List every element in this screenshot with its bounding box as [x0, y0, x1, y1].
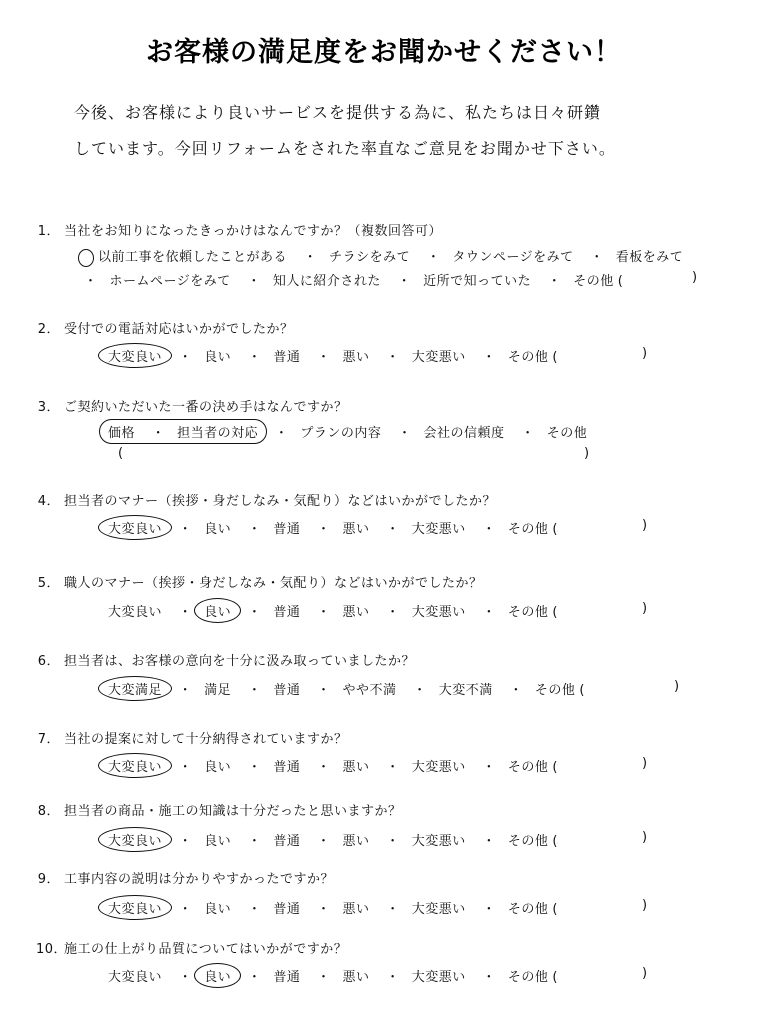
option-satisfied[interactable]: 満足: [204, 683, 232, 698]
question-text: 職人のマナー（挨拶・身だしなみ・気配り）などはいかがでしたか？: [64, 576, 483, 591]
question-1-options-row-1: [78, 246, 683, 267]
separator: ・: [482, 902, 496, 917]
option-company-trust[interactable]: 会社の信頼度: [423, 426, 505, 441]
option-somewhat-dissatisfied[interactable]: やや不満: [342, 683, 397, 698]
question-3: [36, 396, 348, 415]
question-number: 4．: [37, 494, 60, 509]
option-good[interactable]: 良い: [204, 522, 232, 537]
separator: ・: [317, 760, 331, 775]
option-very-bad[interactable]: 大変悪い: [411, 902, 466, 917]
question-text: 担当者の商品・施工の知識は十分だったと思いますか？: [64, 804, 402, 819]
option-bad[interactable]: 悪い: [342, 350, 370, 365]
other-paren-open: (: [552, 522, 558, 537]
option-very-good-selected[interactable]: 大変良い: [98, 827, 172, 852]
separator: ・: [482, 760, 496, 775]
option-other[interactable]: その他: [507, 902, 549, 917]
separator: ・: [317, 834, 331, 849]
option-very-bad[interactable]: 大変悪い: [411, 605, 466, 620]
other-paren-open: (: [118, 446, 124, 461]
question-4: [36, 490, 496, 509]
intro-line-1: 今後、お客様により良いサービスを提供する為に、私たちは日々研鑽: [74, 103, 602, 122]
option-price-selected[interactable]: 価格: [108, 426, 136, 441]
option-good-selected[interactable]: 良い: [194, 598, 241, 623]
separator: ・: [590, 250, 604, 265]
separator: ・: [247, 683, 262, 698]
selected-check-mark: [78, 249, 94, 267]
option-good[interactable]: 良い: [204, 350, 232, 365]
question-5-options: [108, 601, 558, 620]
separator: ・: [482, 350, 496, 365]
other-paren-close: ): [642, 966, 648, 981]
option-other[interactable]: その他: [507, 834, 549, 849]
option-referral-work[interactable]: 以前工事を依頼したことがある: [98, 250, 288, 265]
other-paren-close: ): [584, 446, 590, 461]
option-other[interactable]: その他: [507, 970, 549, 985]
selected-options-circle: [99, 419, 267, 444]
other-paren-open: (: [579, 683, 585, 698]
other-paren-close: ): [642, 898, 648, 913]
separator: ・: [386, 605, 400, 620]
question-4-options: [108, 518, 558, 537]
separator: ・: [386, 350, 400, 365]
option-very-good-selected[interactable]: 大変良い: [98, 753, 172, 778]
option-bad[interactable]: 悪い: [342, 605, 370, 620]
question-9: [36, 868, 334, 887]
separator: ・: [84, 274, 98, 289]
separator: ・: [178, 970, 193, 985]
option-nearby[interactable]: 近所で知っていた: [423, 274, 532, 289]
option-other[interactable]: その他: [507, 760, 549, 775]
option-bad[interactable]: 悪い: [342, 902, 370, 917]
question-number: 9．: [37, 872, 60, 887]
separator: ・: [247, 970, 262, 985]
question-3-options: [108, 422, 587, 441]
separator: ・: [247, 760, 262, 775]
option-very-good-selected[interactable]: 大変良い: [98, 515, 172, 540]
option-bad[interactable]: 悪い: [342, 834, 370, 849]
intro-line-2: しています。今回リフォームをされた率直なご意見をお聞かせ下さい。: [74, 139, 616, 158]
option-good[interactable]: 良い: [204, 760, 232, 775]
separator: ・: [547, 274, 562, 289]
option-normal[interactable]: 普通: [273, 350, 301, 365]
option-friend-referral[interactable]: 知人に紹介された: [272, 274, 381, 289]
separator: ・: [317, 902, 331, 917]
option-very-dissatisfied[interactable]: 大変不満: [438, 683, 493, 698]
separator: ・: [247, 605, 262, 620]
question-number: 2．: [37, 322, 60, 337]
question-text: ご契約いただいた一番の決め手はなんですか？: [64, 400, 348, 415]
option-homepage[interactable]: ホームページをみて: [109, 274, 231, 289]
separator: ・: [178, 683, 193, 698]
separator: ・: [397, 274, 412, 289]
separator: ・: [398, 426, 412, 441]
option-very-satisfied-selected[interactable]: 大変満足: [98, 676, 172, 701]
question-number: 1．: [37, 224, 60, 239]
question-number: 3．: [37, 400, 60, 415]
question-text: 当社をお知りになったきっかけはなんですか？（複数回答可）: [64, 224, 443, 239]
option-good-selected[interactable]: 良い: [194, 963, 241, 988]
question-7-options: [108, 756, 558, 775]
option-normal[interactable]: 普通: [273, 970, 301, 985]
separator: ・: [151, 426, 166, 441]
question-1: [36, 220, 442, 239]
option-normal[interactable]: 普通: [273, 760, 301, 775]
question-9-options: [108, 898, 558, 917]
option-normal[interactable]: 普通: [273, 834, 301, 849]
question-text: 受付での電話対応はいかがでしたか？: [64, 322, 294, 337]
separator: ・: [317, 350, 331, 365]
question-8: [36, 800, 402, 819]
question-text: 施工の仕上がり品質についてはいかがですか？: [64, 942, 348, 957]
question-10: [36, 938, 347, 957]
option-town-pages[interactable]: タウンページをみて: [452, 250, 574, 265]
separator: ・: [247, 902, 262, 917]
other-paren-close: ): [642, 346, 648, 361]
separator: ・: [386, 902, 400, 917]
separator: ・: [482, 522, 496, 537]
other-paren-open: (: [617, 274, 624, 289]
option-very-bad[interactable]: 大変悪い: [411, 970, 466, 985]
other-paren-open: (: [552, 350, 558, 365]
separator: ・: [509, 683, 523, 698]
option-other[interactable]: その他: [507, 605, 549, 620]
separator: ・: [386, 760, 400, 775]
option-good[interactable]: 良い: [204, 834, 232, 849]
separator: ・: [386, 522, 400, 537]
option-other[interactable]: その他: [534, 683, 576, 698]
option-bad[interactable]: 悪い: [342, 970, 370, 985]
separator: ・: [178, 522, 193, 537]
option-plan-content[interactable]: プランの内容: [300, 426, 382, 441]
option-very-good[interactable]: 大変良い: [108, 970, 163, 985]
question-number: 8．: [37, 804, 60, 819]
question-2-options: [108, 346, 558, 365]
option-normal[interactable]: 普通: [273, 605, 301, 620]
separator: ・: [413, 683, 427, 698]
question-5: [36, 572, 483, 591]
option-normal[interactable]: 普通: [273, 522, 301, 537]
option-bad[interactable]: 悪い: [342, 522, 370, 537]
separator: ・: [482, 605, 496, 620]
option-other[interactable]: その他: [507, 350, 549, 365]
question-text: 担当者は、お客様の意向を十分に汲み取っていましたか？: [64, 654, 416, 669]
option-very-good-selected[interactable]: 大変良い: [98, 895, 172, 920]
option-very-good[interactable]: 大変良い: [108, 605, 163, 620]
option-very-good-selected[interactable]: 大変良い: [98, 343, 172, 368]
question-2: [36, 318, 294, 337]
question-1-options-row-2: [84, 270, 623, 289]
option-normal[interactable]: 普通: [273, 683, 301, 698]
option-very-bad[interactable]: 大変悪い: [411, 760, 466, 775]
separator: ・: [521, 426, 535, 441]
option-signboard[interactable]: 看板をみて: [615, 250, 684, 265]
other-paren-open: (: [552, 902, 558, 917]
separator: ・: [247, 274, 261, 289]
separator: ・: [247, 834, 262, 849]
option-very-bad[interactable]: 大変悪い: [411, 350, 466, 365]
question-number: 6．: [37, 654, 60, 669]
separator: ・: [426, 250, 441, 265]
separator: ・: [482, 970, 496, 985]
option-very-bad[interactable]: 大変悪い: [411, 834, 466, 849]
question-10-options: [108, 966, 558, 985]
separator: ・: [317, 970, 331, 985]
other-paren-close: ): [642, 518, 648, 533]
other-paren-close: ): [642, 601, 648, 616]
option-staff-response-selected[interactable]: 担当者の対応: [177, 426, 259, 441]
separator: ・: [178, 902, 193, 917]
other-paren-open: (: [552, 834, 558, 849]
separator: ・: [178, 834, 193, 849]
option-flyer[interactable]: チラシをみて: [329, 250, 411, 265]
option-very-bad[interactable]: 大変悪い: [411, 522, 466, 537]
option-other[interactable]: その他: [573, 274, 614, 289]
question-number: 7．: [37, 732, 60, 747]
other-paren-open: (: [552, 760, 558, 775]
question-text: 工事内容の説明は分かりやすかったですか？: [64, 872, 335, 887]
option-bad[interactable]: 悪い: [342, 760, 370, 775]
separator: ・: [247, 522, 262, 537]
question-7: [36, 728, 348, 747]
other-paren-close: ): [642, 830, 648, 845]
option-other[interactable]: その他: [546, 426, 588, 441]
option-other[interactable]: その他: [507, 522, 549, 537]
other-paren-open: (: [552, 970, 558, 985]
question-text: 担当者のマナー（挨拶・身だしなみ・気配り）などはいかがでしたか？: [64, 494, 497, 509]
question-8-options: [108, 830, 558, 849]
separator: ・: [247, 350, 262, 365]
separator: ・: [178, 605, 193, 620]
separator: ・: [386, 970, 400, 985]
separator: ・: [317, 683, 331, 698]
separator: ・: [482, 834, 496, 849]
question-text: 当社の提案に対して十分納得されていますか？: [64, 732, 348, 747]
question-6: [36, 650, 415, 669]
separator: ・: [317, 522, 331, 537]
separator: ・: [178, 760, 193, 775]
option-normal[interactable]: 普通: [273, 902, 301, 917]
other-paren-close: ): [674, 679, 680, 694]
option-good[interactable]: 良い: [204, 902, 232, 917]
question-number: 10．: [36, 942, 68, 957]
separator: ・: [274, 426, 289, 441]
separator: ・: [386, 834, 400, 849]
separator: ・: [303, 250, 318, 265]
separator: ・: [178, 350, 193, 365]
page-title: お客様の満足度をお聞かせください！: [146, 37, 622, 68]
other-paren-close: ): [642, 756, 648, 771]
separator: ・: [317, 605, 331, 620]
question-number: 5．: [37, 576, 60, 591]
other-paren-open: (: [552, 605, 558, 620]
question-6-options: [108, 679, 585, 698]
other-paren-close: ): [692, 270, 698, 285]
